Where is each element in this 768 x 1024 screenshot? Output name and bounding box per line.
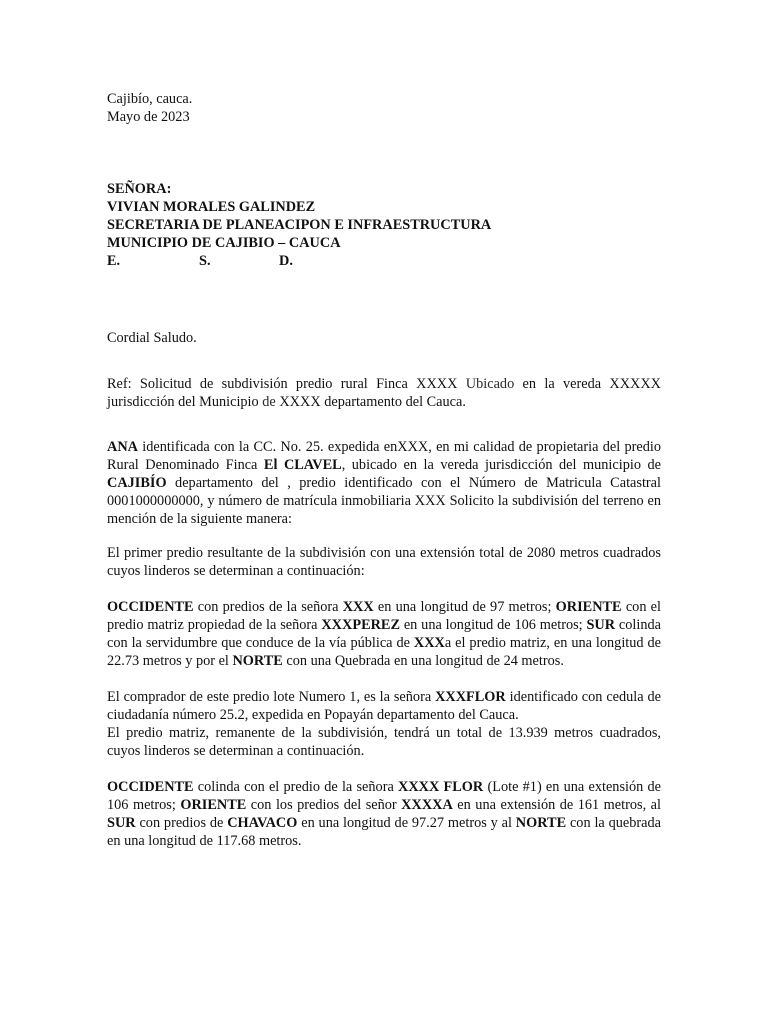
- addressee-block: [107, 180, 661, 270]
- boundary-text: con la quebrada en una longitud de 117.68 metros.: [107, 815, 661, 849]
- request-paragraph: [107, 438, 661, 528]
- boundary-text: con predios de: [135, 815, 228, 831]
- boundary-text: con predios de la señora: [193, 599, 343, 615]
- esd-d: D.: [279, 253, 293, 269]
- remaining-lot-paragraph: El predio matriz, remanente de la subdivisión, tendrá un total de 13.939 metros cuadrados, cuyos linderos se determinan a continuación.: [107, 725, 661, 759]
- boundary-text: en una extensión de 161 metros, al: [452, 797, 661, 813]
- boundary-label: NORTE: [515, 815, 567, 831]
- municipality-name: CAJIBÍO: [107, 475, 167, 491]
- request-text-1: identificada con la CC. No. 25. expedida enXXX, en mi calidad de propietaria del predio Rural Denominado Finca: [107, 439, 661, 473]
- buyer-text-2: identificado con cedula de ciudadanía número 25.2, expedida en Popayán departamento del Cauca.: [107, 689, 661, 723]
- greeting: Cordial Saludo.: [107, 330, 197, 346]
- boundary-text: (Lote #1) en una extensión de 106 metros;: [107, 779, 661, 813]
- boundary-text: con una Quebrada en una longitud de 24 metros.: [282, 653, 564, 669]
- boundary-owner: XXX: [342, 599, 374, 615]
- boundary-text: en una longitud de 106 metros;: [400, 617, 587, 633]
- addressee-municipality: MUNICIPIO DE CAJIBIO – CAUCA: [107, 235, 341, 251]
- esd-s: S.: [199, 253, 211, 269]
- reference-text-1: Ref: Solicitud de subdivisión predio rural Finca XXXX: [107, 376, 466, 392]
- boundary-label: ORIENTE: [555, 599, 622, 615]
- request-text-2: , ubicado en la vereda jurisdicción del municipio de: [341, 457, 661, 473]
- letter-page: [107, 90, 661, 850]
- boundary-text: con el predio matriz propiedad de la señora: [107, 599, 661, 633]
- farm-name: El CLAVEL: [263, 457, 342, 473]
- boundary-owner: CHAVACO: [227, 815, 298, 831]
- boundary-owner: XXX: [413, 635, 445, 651]
- place-line: Cajibío, cauca.: [107, 91, 193, 107]
- place-date-block: [107, 90, 661, 126]
- remaining-lot-boundaries: [107, 778, 661, 850]
- esd-line: [107, 252, 661, 270]
- owner-name: ANA: [107, 439, 138, 455]
- reference-text-5: XXXX departamento del Cauca.: [275, 394, 466, 410]
- boundary-text: con los predios del señor: [246, 797, 402, 813]
- boundary-label: SUR: [107, 815, 136, 831]
- addressee-name: VIVIAN MORALES GALINDEZ: [107, 199, 316, 215]
- addressee-office: SECRETARIA DE PLANEACIPON E INFRAESTRUCTURA: [107, 217, 492, 233]
- boundary-label: OCCIDENTE: [107, 599, 194, 615]
- boundary-label: OCCIDENTE: [107, 779, 194, 795]
- addressee-salutation: SEÑORA:: [107, 181, 172, 197]
- buyer-text-1: El comprador de este predio lote Numero 1, es la señora: [107, 689, 436, 705]
- first-lot-paragraph: El primer predio resultante de la subdivisión con una extensión total de 2080 metros cuadrados cuyos linderos se determinan a continuación:: [107, 545, 661, 579]
- reference-paragraph: [107, 375, 661, 411]
- boundary-text: en una longitud de 97.27 metros y al: [297, 815, 516, 831]
- boundary-owner: XXXXA: [401, 797, 453, 813]
- reference-text-4: de: [262, 394, 276, 410]
- boundary-text: colinda con la servidumbre que conduce de la vía pública de: [107, 617, 662, 651]
- buyer-paragraph: [107, 688, 661, 724]
- boundary-label: NORTE: [232, 653, 283, 669]
- date-line: Mayo de 2023: [107, 109, 190, 125]
- boundary-text: en una longitud de 97 metros;: [373, 599, 556, 615]
- boundary-text: a el predio matriz, en una longitud de 22.73 metros y por el: [107, 635, 662, 669]
- boundary-owner: XXXPEREZ: [321, 617, 400, 633]
- reference-text-2: Ubicado: [465, 376, 515, 392]
- buyer-name: XXXFLOR: [435, 689, 506, 705]
- reference-text-3: en la vereda XXXXX jurisdicción del Municipio: [107, 376, 662, 410]
- request-text-3: departamento del , predio identificado con el Número de Matricula Catastral 0001000000000, y número de matrícula inmobiliaria XXX Solicito la subdivisión del terreno en mención de la siguiente manera:: [107, 475, 661, 527]
- boundary-label: SUR: [586, 617, 616, 633]
- boundary-label: ORIENTE: [180, 797, 247, 813]
- esd-e: E.: [107, 253, 121, 269]
- boundary-owner: XXXX FLOR: [398, 779, 484, 795]
- first-lot-boundaries: [107, 598, 661, 670]
- boundary-text: colinda con el predio de la señora: [193, 779, 399, 795]
